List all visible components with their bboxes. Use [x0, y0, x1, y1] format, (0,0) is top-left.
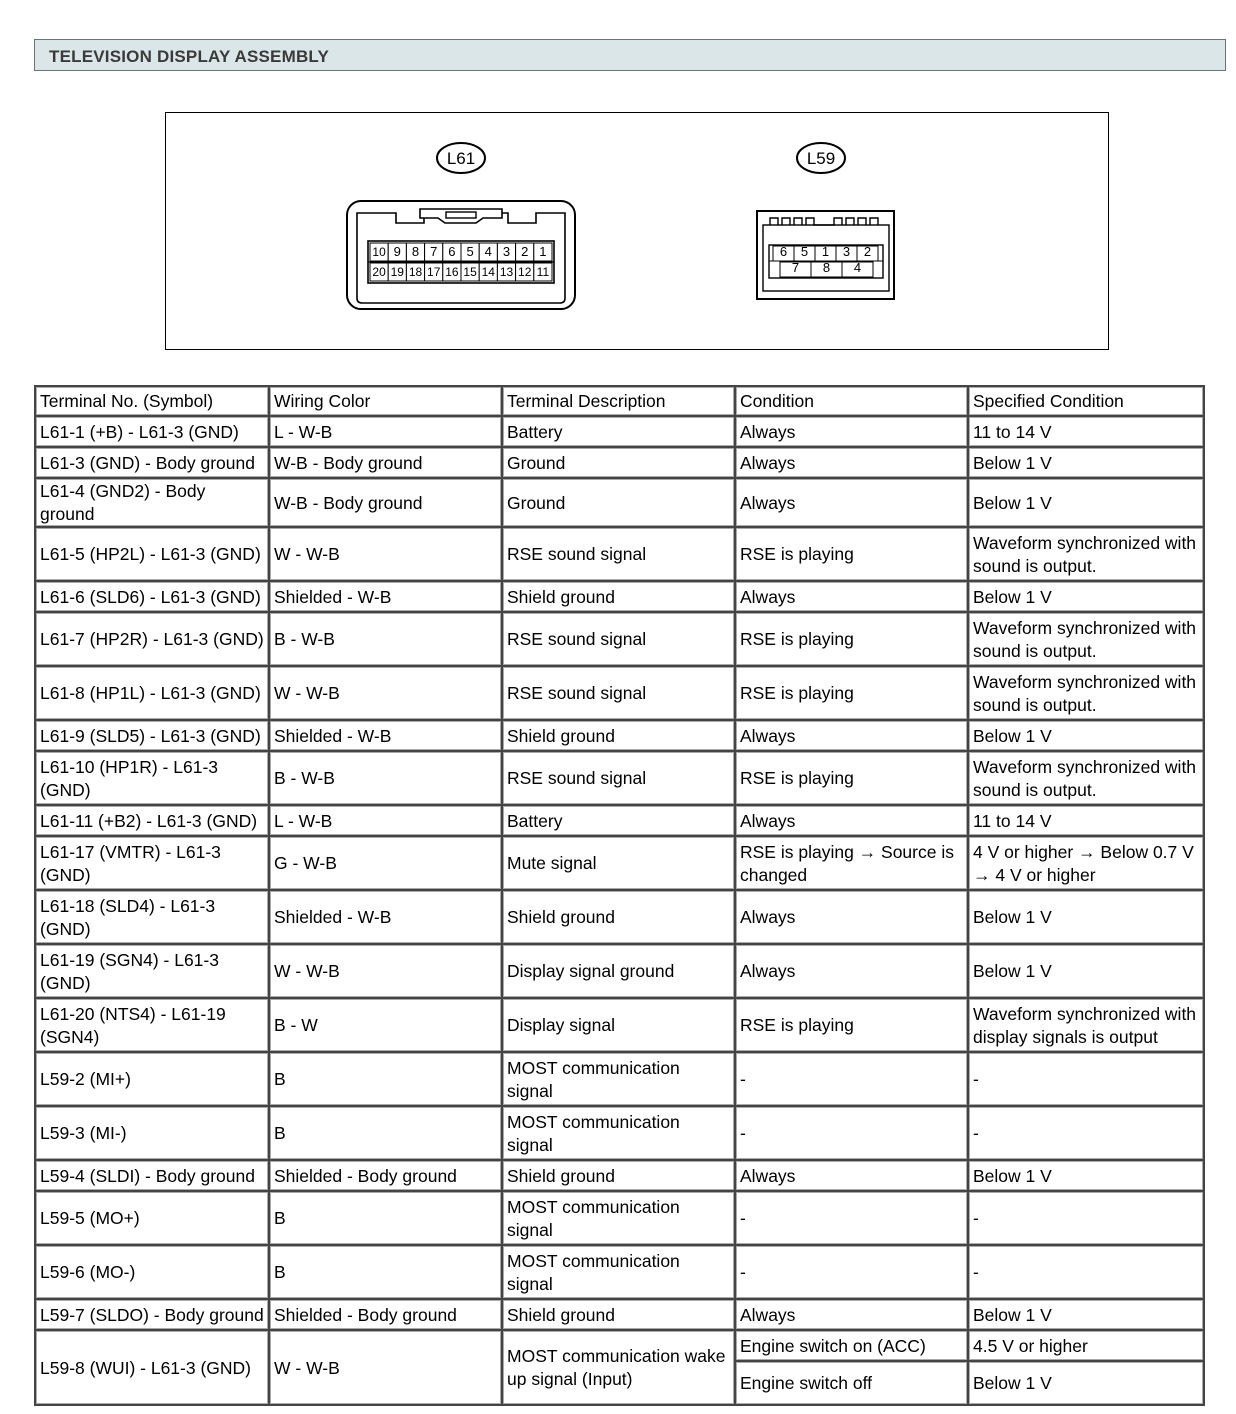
cell-terminal: L61-11 (+B2) - L61-3 (GND) [35, 805, 269, 836]
section-title: TELEVISION DISPLAY ASSEMBLY [49, 47, 329, 66]
cell-condition: Always [735, 805, 968, 836]
cell-condition: - [735, 1052, 968, 1106]
cell-specified: Below 1 V [968, 478, 1204, 527]
table-row [35, 447, 1204, 478]
cell-specified: Below 1 V [968, 944, 1204, 998]
l59-connector [757, 211, 894, 299]
cell-condition: Engine switch off [735, 1361, 968, 1405]
cell-description: Battery [502, 416, 735, 447]
cell-wiring: W-B - Body ground [269, 478, 502, 527]
table-row [35, 944, 1204, 998]
cell-wiring: L - W-B [269, 805, 502, 836]
pin-number: 8 [822, 260, 831, 275]
pin-number: 2 [521, 244, 529, 259]
cell-condition: Always [735, 1299, 968, 1330]
cell-description: RSE sound signal [502, 666, 735, 720]
cell-condition: Always [735, 478, 968, 527]
header-cell-specified: Specified Condition [968, 386, 1204, 416]
pin-number: 6 [779, 244, 788, 259]
cell-terminal: L61-10 (HP1R) - L61-3 (GND) [35, 751, 269, 805]
cell-wiring: Shielded - Body ground [269, 1299, 502, 1330]
cell-condition: RSE is playing → Source is changed [735, 836, 968, 890]
pin-number: 13 [499, 265, 514, 279]
cell-wiring: W - W-B [269, 944, 502, 998]
cell-specified: Below 1 V [968, 1299, 1204, 1330]
cell-condition: Always [735, 581, 968, 612]
cell-description: Shield ground [502, 1299, 735, 1330]
cell-specified: Waveform synchronized with sound is output. [968, 527, 1204, 581]
cell-terminal: L61-18 (SLD4) - L61-3 (GND) [35, 890, 269, 944]
cell-description: MOST communication signal [502, 1106, 735, 1160]
cell-condition: - [735, 1191, 968, 1245]
cell-specified: - [968, 1245, 1204, 1299]
cell-description: MOST communication signal [502, 1052, 735, 1106]
cell-terminal: L59-6 (MO-) [35, 1245, 269, 1299]
cell-terminal: L59-2 (MI+) [35, 1052, 269, 1106]
table-row [35, 527, 1204, 581]
cell-wiring: W-B - Body ground [269, 447, 502, 478]
cell-specified: 4 V or higher → Below 0.7 V → 4 V or higher [968, 836, 1204, 890]
cell-wiring: L - W-B [269, 416, 502, 447]
cell-description: Shield ground [502, 581, 735, 612]
pin-number: 10 [372, 245, 386, 259]
cell-specified: 4.5 V or higher [968, 1330, 1204, 1361]
cell-condition: Always [735, 1160, 968, 1191]
cell-terminal: L61-3 (GND) - Body ground [35, 447, 269, 478]
cell-specified: - [968, 1106, 1204, 1160]
header-cell-condition: Condition [735, 386, 968, 416]
cell-condition: Always [735, 416, 968, 447]
pin-number: 4 [484, 244, 492, 259]
cell-specified: Below 1 V [968, 1361, 1204, 1405]
pin-number: 1 [821, 244, 830, 259]
cell-specified: Below 1 V [968, 1160, 1204, 1191]
cell-specified: Waveform synchronized with display signals is output [968, 998, 1204, 1052]
table-row [35, 1299, 1204, 1330]
cell-description: Ground [502, 447, 735, 478]
cell-condition: Engine switch on (ACC) [735, 1330, 968, 1361]
pin-number: 3 [842, 244, 851, 259]
header-cell-wiring: Wiring Color [269, 386, 502, 416]
cell-wiring: B [269, 1191, 502, 1245]
l59-label: L59 [806, 149, 836, 168]
connector-drawing [166, 113, 1108, 349]
table-row [35, 890, 1204, 944]
table-row [35, 1191, 1204, 1245]
cell-wiring: Shielded - W-B [269, 581, 502, 612]
table-row [35, 720, 1204, 751]
pin-number: 5 [800, 244, 809, 259]
cell-wiring: W - W-B [269, 1330, 502, 1405]
cell-condition: RSE is playing [735, 998, 968, 1052]
table-row [35, 478, 1204, 527]
cell-description: MOST communication wake up signal (Input) [502, 1330, 735, 1405]
l61-connector [347, 201, 575, 309]
cell-wiring: Shielded - W-B [269, 720, 502, 751]
cell-description: RSE sound signal [502, 527, 735, 581]
cell-wiring: W - W-B [269, 527, 502, 581]
cell-condition: RSE is playing [735, 612, 968, 666]
cell-specified: - [968, 1191, 1204, 1245]
header-cell-description: Terminal Description [502, 386, 735, 416]
cell-description: Battery [502, 805, 735, 836]
cell-description: MOST communication signal [502, 1191, 735, 1245]
table-row [35, 751, 1204, 805]
cell-description: Ground [502, 478, 735, 527]
pin-number: 14 [481, 265, 495, 279]
cell-specified: Below 1 V [968, 890, 1204, 944]
cell-terminal: L61-20 (NTS4) - L61-19 (SGN4) [35, 998, 269, 1052]
cell-wiring: B [269, 1052, 502, 1106]
header-cell-terminal: Terminal No. (Symbol) [35, 386, 269, 416]
cell-condition: Always [735, 890, 968, 944]
cell-condition: RSE is playing [735, 751, 968, 805]
pin-number: 3 [502, 244, 511, 259]
cell-terminal: L59-4 (SLDI) - Body ground [35, 1160, 269, 1191]
table-row [35, 666, 1204, 720]
cell-condition: Always [735, 447, 968, 478]
cell-terminal: L61-7 (HP2R) - L61-3 (GND) [35, 612, 269, 666]
cell-specified: - [968, 1052, 1204, 1106]
cell-description: RSE sound signal [502, 612, 735, 666]
pin-number: 12 [518, 265, 532, 279]
pin-number: 18 [408, 265, 423, 279]
table-row [35, 805, 1204, 836]
cell-condition: Always [735, 720, 968, 751]
table-row [35, 998, 1204, 1052]
pin-number: 8 [411, 244, 420, 259]
cell-condition: Always [735, 944, 968, 998]
l61-label: L61 [446, 149, 476, 168]
cell-terminal: L59-5 (MO+) [35, 1191, 269, 1245]
table-row [35, 581, 1204, 612]
pin-number: 2 [863, 244, 872, 259]
section-header [34, 39, 1226, 71]
connector-diagram [165, 112, 1109, 350]
pin-number: 5 [466, 244, 474, 259]
cell-wiring: B - W-B [269, 612, 502, 666]
pin-number: 4 [853, 260, 862, 275]
cell-terminal: L61-6 (SLD6) - L61-3 (GND) [35, 581, 269, 612]
table-row [35, 1052, 1204, 1106]
terminal-spec-table [34, 385, 1205, 1406]
table-row [35, 416, 1204, 447]
cell-description: RSE sound signal [502, 751, 735, 805]
cell-specified: Waveform synchronized with sound is output. [968, 751, 1204, 805]
cell-specified: Below 1 V [968, 720, 1204, 751]
cell-condition: RSE is playing [735, 666, 968, 720]
cell-terminal: L61-17 (VMTR) - L61-3 (GND) [35, 836, 269, 890]
cell-description: Display signal ground [502, 944, 735, 998]
cell-specified: Waveform synchronized with sound is output. [968, 612, 1204, 666]
cell-wiring: B [269, 1245, 502, 1299]
cell-terminal: L59-7 (SLDO) - Body ground [35, 1299, 269, 1330]
table-row [35, 1330, 1204, 1361]
cell-wiring: W - W-B [269, 666, 502, 720]
cell-description: MOST communication signal [502, 1245, 735, 1299]
table-row [35, 1160, 1204, 1191]
table-row [35, 1106, 1204, 1160]
cell-condition: RSE is playing [735, 527, 968, 581]
cell-specified: 11 to 14 V [968, 805, 1204, 836]
pin-number: 20 [372, 265, 386, 279]
cell-terminal: L61-9 (SLD5) - L61-3 (GND) [35, 720, 269, 751]
cell-description: Shield ground [502, 720, 735, 751]
pin-number: 1 [539, 244, 547, 259]
cell-terminal: L61-1 (+B) - L61-3 (GND) [35, 416, 269, 447]
pin-number: 17 [427, 265, 441, 279]
pin-number: 6 [448, 244, 456, 259]
cell-terminal: L61-4 (GND2) - Body ground [35, 478, 269, 527]
table-row [35, 612, 1204, 666]
cell-specified: Below 1 V [968, 447, 1204, 478]
cell-terminal: L59-3 (MI-) [35, 1106, 269, 1160]
cell-description: Shield ground [502, 890, 735, 944]
pin-number: 9 [393, 244, 401, 259]
table-row [35, 1245, 1204, 1299]
pin-number: 19 [390, 265, 404, 279]
cell-condition: - [735, 1106, 968, 1160]
cell-specified: 11 to 14 V [968, 416, 1204, 447]
table-header-row [35, 386, 1204, 416]
cell-wiring: Shielded - W-B [269, 890, 502, 944]
cell-terminal: L59-8 (WUI) - L61-3 (GND) [35, 1330, 269, 1405]
cell-terminal: L61-5 (HP2L) - L61-3 (GND) [35, 527, 269, 581]
cell-wiring: Shielded - Body ground [269, 1160, 502, 1191]
table-row [35, 836, 1204, 890]
cell-wiring: B - W [269, 998, 502, 1052]
pin-number: 7 [430, 244, 438, 259]
cell-description: Display signal [502, 998, 735, 1052]
pin-number: 7 [791, 260, 800, 275]
cell-wiring: B - W-B [269, 751, 502, 805]
pin-number: 16 [445, 265, 459, 279]
cell-specified: Waveform synchronized with sound is output. [968, 666, 1204, 720]
cell-condition: - [735, 1245, 968, 1299]
cell-terminal: L61-8 (HP1L) - L61-3 (GND) [35, 666, 269, 720]
pin-number: 11 [536, 265, 550, 279]
cell-description: Mute signal [502, 836, 735, 890]
cell-wiring: B [269, 1106, 502, 1160]
pin-number: 15 [463, 265, 477, 279]
cell-specified: Below 1 V [968, 581, 1204, 612]
cell-terminal: L61-19 (SGN4) - L61-3 (GND) [35, 944, 269, 998]
cell-description: Shield ground [502, 1160, 735, 1191]
cell-wiring: G - W-B [269, 836, 502, 890]
